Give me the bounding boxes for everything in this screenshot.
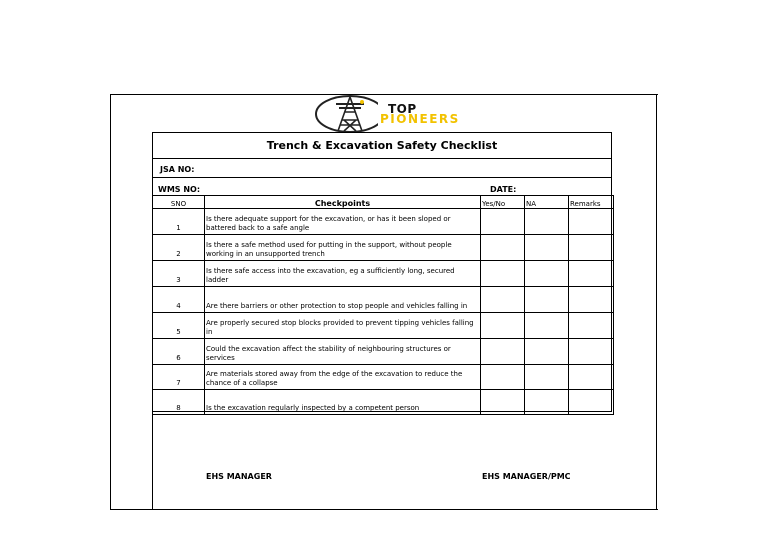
na-cell[interactable] [525,339,569,365]
table-row [153,287,614,313]
remarks-cell[interactable] [569,209,614,235]
row-checkpoint: Could the excavation affect the stability of neighbouring structures or services [205,339,481,365]
header-checkpoints: Checkpoints [205,196,481,209]
table-row [153,261,614,287]
na-cell[interactable] [525,313,569,339]
divider-line [152,158,612,159]
yes-no-cell[interactable] [481,209,525,235]
row-sno: 2 [153,235,205,261]
row-checkpoint: Is there adequate support for the excavation, or has it been sloped or battered back to a safe angle [205,209,481,235]
yes-no-cell[interactable] [481,261,525,287]
table-row [153,339,614,365]
row-sno: 7 [153,365,205,390]
row-sno: 5 [153,313,205,339]
row-sno: 8 [153,390,205,415]
remarks-cell[interactable] [569,235,614,261]
yes-no-cell[interactable] [481,287,525,313]
remarks-cell[interactable] [569,339,614,365]
header-na: NA [525,196,569,209]
row-checkpoint: Are materials stored away from the edge of the excavation to reduce the chance of a collapse [205,365,481,390]
row-sno: 3 [153,261,205,287]
power-tower-icon [314,94,378,134]
header-yes-no: Yes/No [481,196,525,209]
table-row [153,365,614,390]
table-row [153,313,614,339]
row-sno: 4 [153,287,205,313]
document-title: Trench & Excavation Safety Checklist [266,139,498,152]
row-checkpoint: Is the excavation regularly inspected by a competent person [205,390,481,415]
table-header-row [153,196,614,209]
yes-no-cell[interactable] [481,390,525,415]
header-sno: SNO [153,196,205,209]
page-frame-right-border [656,95,657,510]
row-sno: 6 [153,339,205,365]
checklist-table [152,195,614,415]
yes-no-cell[interactable] [481,365,525,390]
jsa-label: JSA NO: [160,165,195,174]
logo-text-top: TOP [388,102,417,116]
divider-line [152,177,612,178]
na-cell[interactable] [525,365,569,390]
row-checkpoint: Are there barriers or other protection to stop people and vehicles falling in [205,287,481,313]
remarks-cell[interactable] [569,313,614,339]
row-checkpoint: Is there safe access into the excavation, eg a sufficiently long, secured ladder [205,261,481,287]
remarks-cell[interactable] [569,365,614,390]
remarks-cell[interactable] [569,287,614,313]
yes-no-cell[interactable] [481,235,525,261]
na-cell[interactable] [525,287,569,313]
row-checkpoint: Is there a safe method used for putting in the support, without people working in an unsupported trench [205,235,481,261]
row-sno: 1 [153,209,205,235]
table-row [153,209,614,235]
na-cell[interactable] [525,209,569,235]
remarks-cell[interactable] [569,261,614,287]
wms-label: WMS NO: [158,185,201,194]
table-row [153,390,614,415]
yes-no-cell[interactable] [481,313,525,339]
na-cell[interactable] [525,261,569,287]
yes-no-cell[interactable] [481,339,525,365]
row-checkpoint: Are properly secured stop blocks provided to prevent tipping vehicles falling in [205,313,481,339]
table-row [153,235,614,261]
logo-text-pioneers: PIONEERS [380,112,460,126]
remarks-cell[interactable] [569,390,614,415]
date-label: DATE: [490,185,517,194]
na-cell[interactable] [525,390,569,415]
signature-ehs-manager-pmc: EHS MANAGER/PMC [482,472,571,481]
header-remarks: Remarks [569,196,614,209]
company-logo [314,94,490,134]
na-cell[interactable] [525,235,569,261]
signature-ehs-manager: EHS MANAGER [206,472,272,481]
